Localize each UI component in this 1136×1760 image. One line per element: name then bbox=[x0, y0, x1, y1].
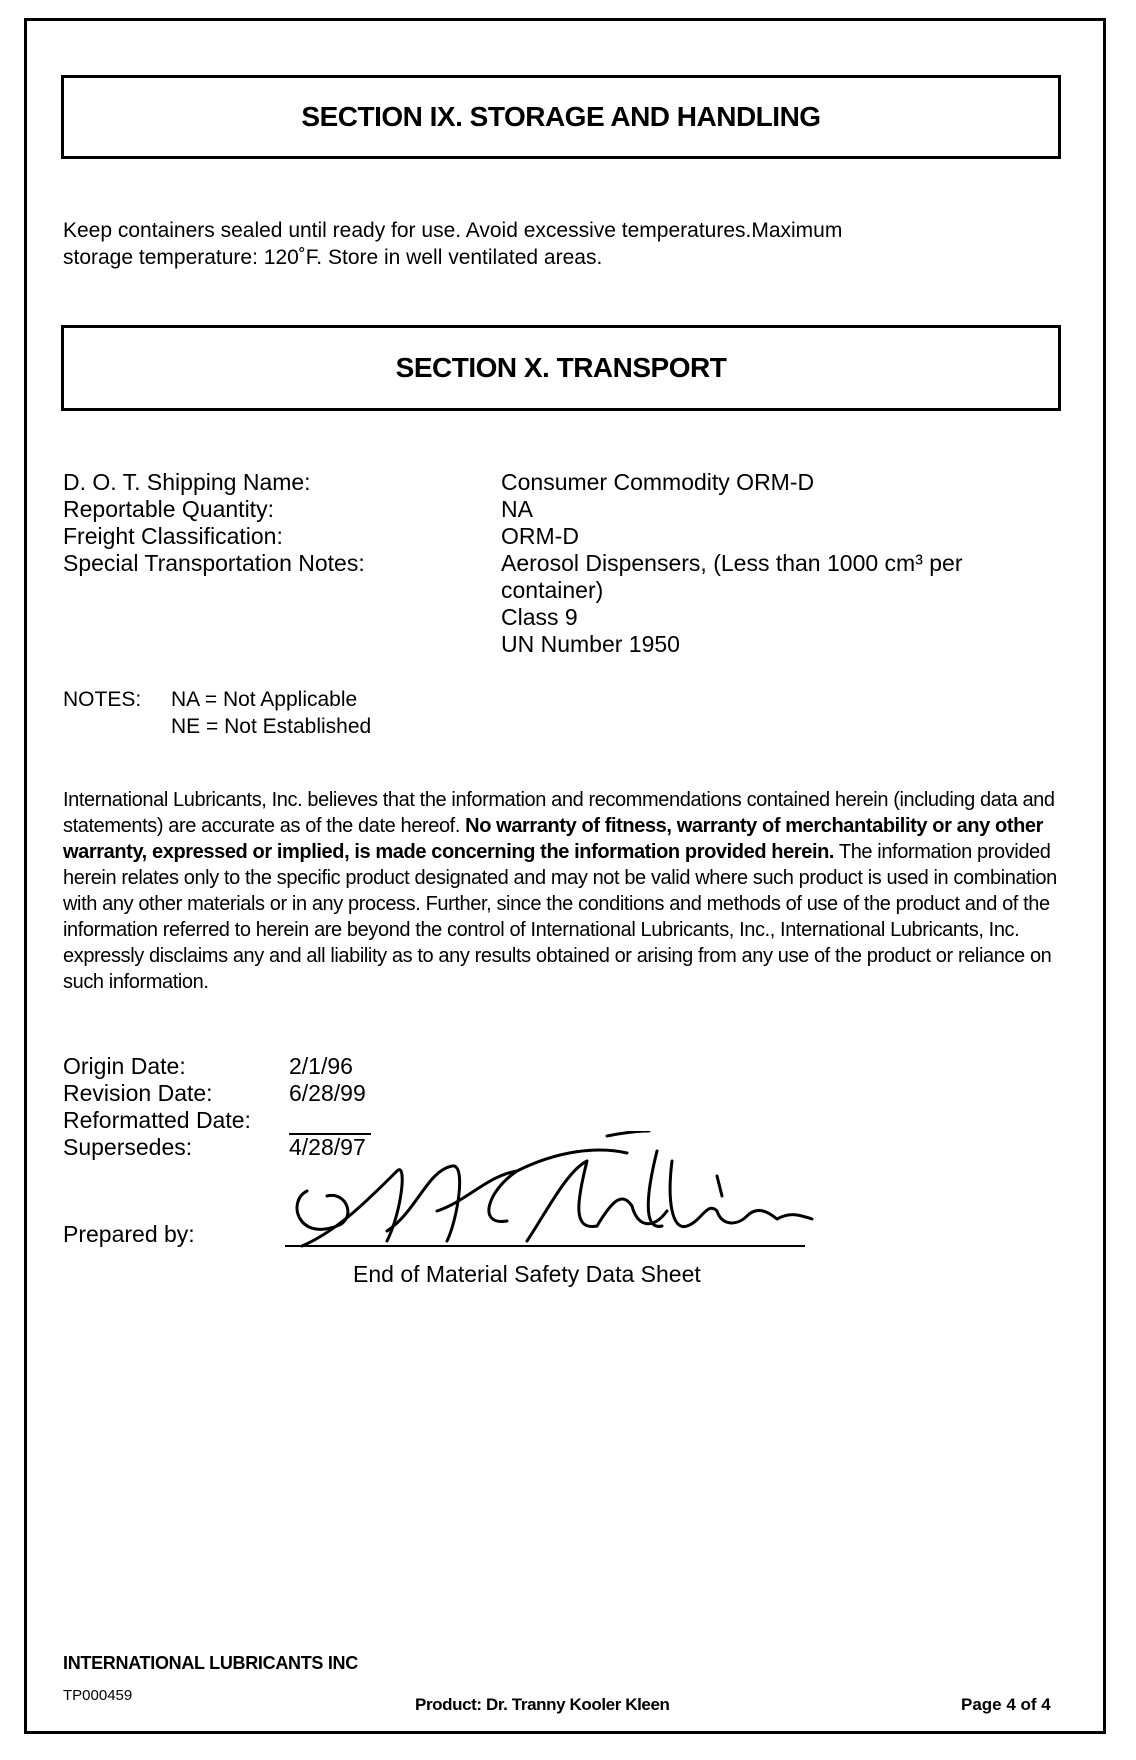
transport-notes-continuation-3: UN Number 1950 bbox=[501, 631, 680, 657]
footer-page-number: Page 4 of 4 bbox=[961, 1695, 1051, 1714]
section-x-title: SECTION X. TRANSPORT bbox=[395, 352, 727, 383]
reformatted-date-label: Reformatted Date: bbox=[63, 1107, 251, 1133]
supersedes-label: Supersedes: bbox=[63, 1134, 193, 1160]
disclaimer-paragraph bbox=[63, 787, 1073, 995]
storage-text-line-2: storage temperature: 120˚F. Store in well ventilated areas. bbox=[63, 246, 603, 269]
section-ix-title: SECTION IX. STORAGE AND HANDLING bbox=[301, 101, 821, 132]
notes-label: NOTES: bbox=[63, 688, 142, 711]
transport-label-shipping-name: D. O. T. Shipping Name: bbox=[63, 469, 311, 495]
transport-value-special-notes: Aerosol Dispensers, (Less than 1000 cm³ per bbox=[501, 550, 963, 576]
notes-item-na: NA = Not Applicable bbox=[171, 688, 358, 711]
document-page bbox=[24, 18, 1106, 1734]
section-x-header bbox=[61, 325, 1061, 411]
revision-date-value: 6/28/99 bbox=[289, 1080, 366, 1106]
prepared-by-label: Prepared by: bbox=[63, 1221, 195, 1247]
transport-label-freight-class: Freight Classification: bbox=[63, 523, 283, 549]
footer-company: INTERNATIONAL LUBRICANTS INC bbox=[63, 1653, 358, 1673]
transport-label-special-notes: Special Transportation Notes: bbox=[63, 550, 365, 576]
transport-label-reportable-quantity: Reportable Quantity: bbox=[63, 496, 274, 522]
transport-value-shipping-name: Consumer Commodity ORM-D bbox=[501, 469, 815, 495]
origin-date-label: Origin Date: bbox=[63, 1053, 186, 1079]
disclaimer-part-1: International Lubricants, Inc. believes that the information and recommendations contained herein (including data and statements) are accurate as of the date hereof. bbox=[63, 789, 1055, 837]
transport-notes-continuation-1: container) bbox=[501, 577, 604, 603]
footer-product: Product: Dr. Tranny Kooler Kleen bbox=[415, 1695, 670, 1714]
disclaimer-part-2: The information provided herein relates only to the specific product designated and may not be valid where such product is used in combination with any other materials or in any process. Further, since the conditions and methods of use of the product and of the information referred to herein are beyond the control of International Lubricants, Inc., International Lubricants, Inc. expressly disclaims any and all liability as to any results obtained or arising from any use of the product or reliance on such information. bbox=[63, 841, 1057, 993]
section-ix-header bbox=[61, 75, 1061, 159]
disclaimer-warranty-bold: No warranty of fitness, warranty of merchantability or any other warranty, expressed or implied, is made concerning the information provided herein. bbox=[63, 815, 1044, 863]
notes-item-ne: NE = Not Established bbox=[171, 715, 372, 738]
revision-date-label: Revision Date: bbox=[63, 1080, 213, 1106]
transport-notes-continuation-2: Class 9 bbox=[501, 604, 578, 630]
storage-text-line-1: Keep containers sealed until ready for use. Avoid excessive temperatures.Maximum bbox=[63, 219, 843, 242]
origin-date-value: 2/1/96 bbox=[289, 1053, 353, 1079]
signature bbox=[277, 1131, 857, 1281]
end-of-msds: End of Material Safety Data Sheet bbox=[353, 1261, 701, 1287]
transport-value-reportable-quantity: NA bbox=[501, 496, 533, 522]
supersedes-value: 4/28/97 bbox=[289, 1134, 366, 1160]
footer-doc-id: TP000459 bbox=[63, 1687, 133, 1704]
transport-value-freight-class: ORM-D bbox=[501, 523, 579, 549]
